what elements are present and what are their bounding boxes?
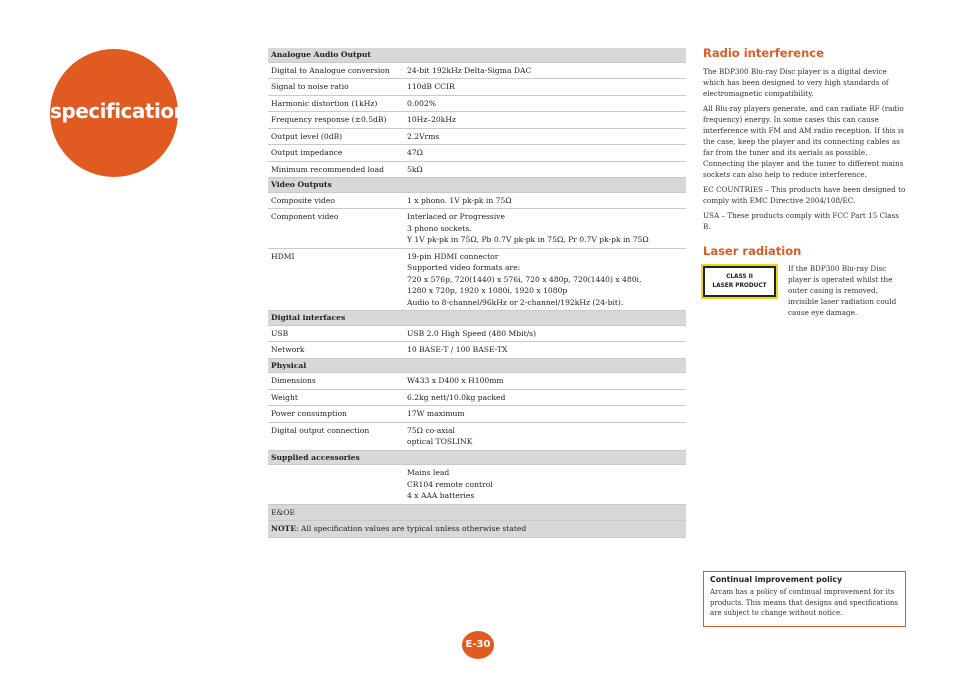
policy-text: Arcam has a policy of continual improvement for its products. This means that designs and specifications are subject to change without notice. xyxy=(710,588,899,617)
title-circle xyxy=(50,49,199,177)
spec-key: Composite video xyxy=(268,192,404,209)
spec-key: Dimensions xyxy=(268,373,404,390)
value-line: 4 x AAA batteries xyxy=(407,491,475,500)
spec-value: 5kΩ xyxy=(404,161,686,178)
spec-key: Component video xyxy=(268,209,404,249)
table-row xyxy=(268,325,686,342)
spec-key: Weight xyxy=(268,389,404,406)
spec-key xyxy=(268,465,404,505)
spec-value xyxy=(404,248,686,311)
spec-value: 1 x phono. 1V pk-pk in 75Ω xyxy=(404,192,686,209)
value-line: CR104 remote control xyxy=(407,479,493,489)
spec-value: 47Ω xyxy=(404,145,686,162)
spec-key: Digital to Analogue conversion xyxy=(268,62,404,79)
section-header xyxy=(268,178,686,193)
section-header xyxy=(268,48,686,62)
table-row xyxy=(268,521,686,538)
page-number: E-30 xyxy=(462,631,494,659)
radio-p3: EC COUNTRIES – This products have been designed to comply with EMC Directive 2004/108/EC. xyxy=(703,185,906,205)
digital-header: Digital interfaces xyxy=(268,311,686,326)
eoe-text: E&OE xyxy=(268,504,686,521)
physical-header: Physical xyxy=(268,358,686,373)
value-line: 1280 x 720p, 1920 x 1080i, 1920 x 1080p xyxy=(407,286,568,295)
policy-title: Continual improvement policy xyxy=(710,575,843,584)
table-row xyxy=(268,95,686,112)
value-line: Audio to 8-channel/96kHz or 2-channel/192kHz (24-bit). xyxy=(407,297,624,307)
spec-value xyxy=(404,422,686,450)
table-row xyxy=(268,192,686,209)
table-row xyxy=(268,406,686,423)
table-row xyxy=(268,373,686,390)
page-title: specifications xyxy=(50,99,199,123)
spec-key: Harmonic distortion (1kHz) xyxy=(268,95,404,112)
radio-p2: All Blu-ray players generate, and can radiate RF (radio frequency) energy. In some cases this can cause interference with FM and AM radio reception. If this is the case, keep the player and its connecting cables as far from the tuner and its aerials as possible. Connecting the player and the tuner to different mains sockets can also help to reduce interference. xyxy=(703,104,904,179)
value-line: Interlaced or Progressive xyxy=(407,212,505,221)
section-header xyxy=(268,311,686,326)
section-header xyxy=(268,358,686,373)
spec-value: 10Hz–20kHz xyxy=(404,112,686,129)
value-line: 19-pin HDMI connector xyxy=(407,251,499,261)
note-text: : All specification values are typical unless otherwise stated xyxy=(296,524,527,533)
laser-text: If the BDP300 Blu-ray Disc player is operated whilst the outer casing is removed, invisible laser radiation could cause eye damage. xyxy=(788,264,897,317)
table-row xyxy=(268,422,686,450)
spec-value: W433 x D400 x H100mm xyxy=(404,373,686,390)
laser-warning-label xyxy=(703,266,776,297)
value-line: Y 1V pk-pk in 75Ω, Pb 0.7V pk-pk in 75Ω, Pr 0.7V pk-pk in 75Ω xyxy=(407,235,649,244)
table-row xyxy=(268,112,686,129)
table-row xyxy=(268,209,686,249)
laser-label-line2: LASER PRODUCT xyxy=(712,282,767,289)
value-line: Supported video formats are: xyxy=(407,263,521,272)
spec-key: Frequency response (±0.5dB) xyxy=(268,112,404,129)
video-header: Video Outputs xyxy=(268,178,686,193)
table-row xyxy=(268,342,686,359)
policy-box xyxy=(703,571,906,627)
spec-value: 0.002% xyxy=(404,95,686,112)
spec-key: Digital output connection xyxy=(268,422,404,450)
radio-p4: USA – These products comply with FCC Part 15 Class B. xyxy=(703,211,899,231)
value-line: Mains lead xyxy=(407,468,450,477)
spec-value: USB 2.0 High Speed (480 Mbit/s) xyxy=(404,325,686,342)
spec-key: Network xyxy=(268,342,404,359)
table-row xyxy=(268,62,686,79)
value-line: 75Ω co-axial xyxy=(407,425,455,435)
laser-heading: Laser radiation xyxy=(703,244,802,258)
spec-key: HDMI xyxy=(268,248,404,311)
spec-key: Power consumption xyxy=(268,406,404,423)
table-row xyxy=(268,389,686,406)
spec-value: 6.2kg nett/10.0kg packed xyxy=(404,389,686,406)
spec-value: 10 BASE-T / 100 BASE-TX xyxy=(404,342,686,359)
spec-key: Output level (0dB) xyxy=(268,128,404,145)
value-line: 720 x 576p, 720(1440) x 576i, 720 x 480p, 720(1440) x 480i, xyxy=(407,274,642,284)
table-row xyxy=(268,145,686,162)
analogue-header: Analogue Audio Output xyxy=(268,48,686,62)
note-row xyxy=(268,521,686,538)
spec-key: Minimum recommended load xyxy=(268,161,404,178)
table-row xyxy=(268,79,686,96)
spec-value: 24-bit 192kHz Delta-Sigma DAC xyxy=(404,62,686,79)
note-label: NOTE xyxy=(271,524,296,533)
spec-key: Output impedance xyxy=(268,145,404,162)
accessories-header: Supplied accessories xyxy=(268,450,686,465)
spec-table xyxy=(268,48,686,538)
table-row xyxy=(268,465,686,505)
laser-label-line1: CLASS II xyxy=(726,273,753,280)
radio-heading: Radio interference xyxy=(703,46,824,60)
value-line: 3 phono sockets. xyxy=(407,223,472,233)
radio-text xyxy=(703,66,906,236)
table-row xyxy=(268,504,686,521)
spec-value xyxy=(404,209,686,249)
spec-value: 2.2Vrms xyxy=(404,128,686,145)
table-row xyxy=(268,161,686,178)
radio-p1: The BDP300 Blu-ray Disc player is a digital device which has been designed to very high standards of electromagnetic compatibility. xyxy=(703,67,889,98)
table-row xyxy=(268,248,686,311)
section-header xyxy=(268,450,686,465)
value-line: optical TOSLINK xyxy=(407,437,473,446)
table-row xyxy=(268,128,686,145)
spec-value xyxy=(404,465,686,505)
spec-value: 110dB CCIR xyxy=(404,79,686,96)
spec-value: 17W maximum xyxy=(404,406,686,423)
spec-key: USB xyxy=(268,325,404,342)
spec-key: Signal to noise ratio xyxy=(268,79,404,96)
